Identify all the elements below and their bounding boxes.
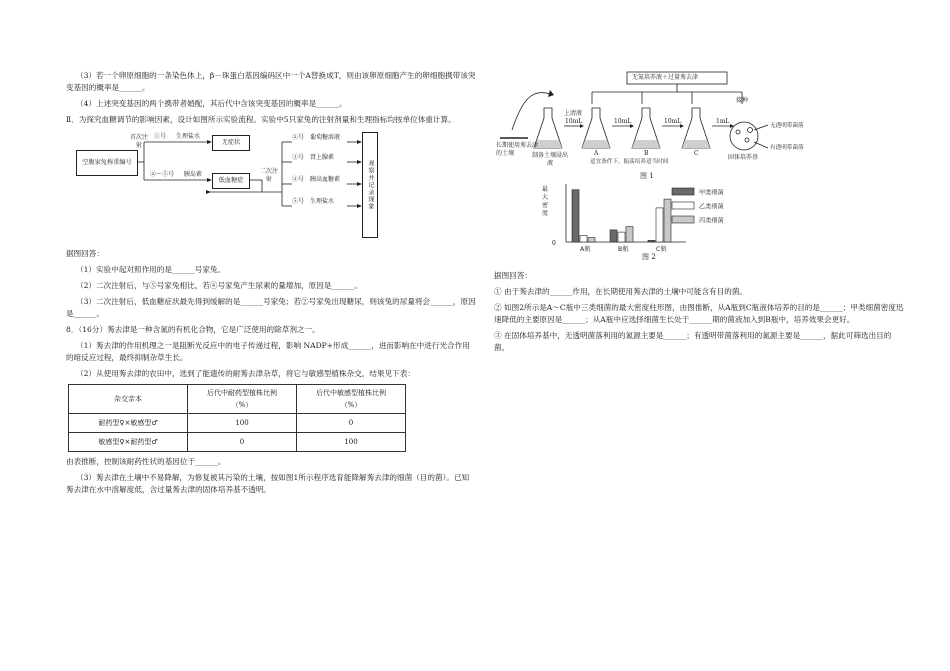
header-unit: （%） <box>231 401 253 409</box>
table-cell: 0 <box>297 414 406 433</box>
adrenaline-label: 肾上腺素 <box>310 154 335 161</box>
table-cell: 100 <box>297 433 406 452</box>
fig1-top-box-label: 无氮培养液＋过量莠去津 <box>632 74 699 81</box>
table-cell: 100 <box>188 414 297 433</box>
bar-3 <box>626 227 633 242</box>
glucose-label: 葡萄糖溶液 <box>310 134 341 141</box>
bar-2 <box>580 235 587 242</box>
fig1-inoculate-label: 接种 <box>736 97 749 104</box>
figure-2-caption: 图 2 <box>642 253 656 261</box>
figure-1-caption: 图 1 <box>640 172 654 180</box>
bar-1 <box>610 230 617 242</box>
fig1-plate-label: 固体培养基 <box>728 154 759 161</box>
saline1-label: 生理盐水 <box>176 133 201 140</box>
no3-label: ③号 <box>292 154 305 161</box>
header-unit: （%） <box>340 401 362 409</box>
no25-label: ②～⑤号 <box>150 171 175 178</box>
right-column <box>494 70 904 358</box>
answer-1: （1）实验中起对照作用的是______号家兔。 <box>76 265 226 274</box>
x-tick-label: B瓶 <box>618 246 629 253</box>
fig1-culture-note: 适宜条件下，振荡培养适当时间 <box>590 159 669 165</box>
question-8-2: （2）从使用莠去津的农田中，选到了能遗传的耐莠去津杂草，将它与敏感型植株杂交，结果见下表： <box>76 369 415 378</box>
fig1-volume-b: 10mL <box>614 118 632 125</box>
table-cell: 耐药型♀×敏感型♂ <box>69 414 188 433</box>
x-tick-label: C瓶 <box>656 246 667 253</box>
saline2-label: 生理盐水 <box>310 198 335 205</box>
bar-1 <box>572 190 579 242</box>
right-answer-1: ① 由于莠去津的______作用，在长期使用莠去津的土壤中可能含有目的菌。 <box>494 287 748 296</box>
bar-chart <box>554 182 754 262</box>
chart-ylabel: 最大密度 <box>542 186 549 217</box>
fig1-volume-c: 10mL <box>664 118 682 125</box>
answer-2: （2）二次注射后，与⑤号家兔相比，若④号家兔产生尿素的量增加，原因是______。 <box>76 281 362 290</box>
question-8-1: （1）莠去津的作用机理之一是阻断光反应中的电子传递过程，影响 NADP+形成______，进而影响在中进行光合作用的暗反应过程，最终抑制杂草生长。 <box>66 341 470 362</box>
figure-2 <box>542 182 754 262</box>
legend-label: 甲类细菌 <box>699 189 724 197</box>
after-table-text: 由表推断，控制该耐药性状的基因位于______。 <box>66 457 226 466</box>
no4-label: ④号 <box>292 176 305 183</box>
figure-1 <box>492 70 822 182</box>
bar-2 <box>618 232 625 242</box>
bar-1 <box>648 240 655 242</box>
insulin-label: 胰岛素 <box>184 171 203 178</box>
table-cell: 0 <box>188 433 297 452</box>
question-8-3: （3）莠去津在土壤中不易降解，为修复被其污染的土壤，按如图1所示程序选育能降解莠去津的细菌（目的菌）。已知莠去津在水中溶解度低，含过量莠去津的固体培养基不透明。 <box>66 473 470 494</box>
bar-3 <box>664 199 671 242</box>
legend-swatch <box>672 188 694 195</box>
answer-intro-right: 据图回答： <box>494 271 532 280</box>
legend-label: 乙类细菌 <box>699 203 724 211</box>
fig1-volume-a: 10mL <box>565 118 583 125</box>
cross-results-table <box>68 384 406 452</box>
fig1-flask-a: A <box>594 150 599 157</box>
table-header-row <box>69 385 406 414</box>
fig1-colony-clear: 无透明带菌落 <box>770 123 804 129</box>
fig1-prep-label: 制备土壤浸出液 <box>532 152 569 167</box>
no5-label: ⑤号 <box>292 198 305 205</box>
table-header-cell: 杂交亲本 <box>69 385 188 414</box>
fig1-colony-halo: 有透明带菌落 <box>770 145 804 151</box>
right-answer-3: ③ 在固体培养基中，无透明菌落利用的氮源主要是______；有透明带菌落利用的氮源主要是______，据此可筛选出目的菌。 <box>494 331 892 352</box>
header-text: 后代中耐药型植株比例 <box>207 389 277 397</box>
low-sugar-box: 低血糖症 <box>212 173 250 189</box>
no2-label: ②号 <box>292 134 305 141</box>
chart-origin: 0 <box>552 240 556 247</box>
second-inject-label: 二次注射 <box>260 168 279 183</box>
fig1-volume-d: 1mL <box>716 118 730 125</box>
header-text: 后代中敏感型植株比例 <box>316 389 386 397</box>
table-row <box>69 433 406 452</box>
answer-intro-left: 据图回答： <box>66 249 104 258</box>
first-inject-label: 首次注射 <box>129 134 148 149</box>
no1-label: ①号 <box>154 133 167 140</box>
table-cell: 敏感型♀×耐药型♂ <box>69 433 188 452</box>
table-header-cell <box>188 385 297 414</box>
question-8-title: 8．（16分）莠去津是一种含氮的有机化合物，它是广泛使用的除草剂之一。 <box>66 325 320 334</box>
question-3: （3）若一个卵原细胞的一条染色体上，β－珠蛋白基因编码区中一个A替换成T，则由该卵原细胞产生的卵细胞携带该突变基因的概率是______。 <box>66 71 476 92</box>
blood-sugar-flow-diagram <box>72 132 372 242</box>
observe-box: 观察并记录现象 <box>362 132 378 238</box>
table-header-cell <box>297 385 406 414</box>
table-row <box>69 414 406 433</box>
fig1-flask-b: B <box>644 150 649 157</box>
fig1-soil-label: 长期使用莠去津的土壤 <box>496 142 539 157</box>
part-2-intro: Ⅱ．为探究血糖调节的影响因素，设计如图所示实验流程。实验中5只家兔的注射剂量和生理指标均按单位体重计算。 <box>66 115 456 124</box>
glucagon-label: 胰高血糖素 <box>310 176 341 183</box>
legend-label: 丙类细菌 <box>699 217 724 225</box>
legend-swatch <box>672 216 694 223</box>
bar-2 <box>656 208 663 242</box>
answer-3: （3）二次注射后，低血糖症状最先得到缓解的是______号家兔；若②号家兔出现糖尿，则该兔的尿量将会______，原因是______。 <box>66 297 476 318</box>
question-4: （4）上述突变基因的两个携带者婚配，其后代中含该突变基因的概率是______。 <box>76 99 347 108</box>
x-tick-label: A瓶 <box>580 246 591 253</box>
bar-3 <box>588 238 595 242</box>
fig1-flask-c: C <box>694 150 699 157</box>
fig1-supernatant-label: 上清液 <box>564 110 583 117</box>
legend-swatch <box>672 202 694 209</box>
no-symptom-box: 无症状 <box>212 135 250 151</box>
right-answer-2: ② 如图2所示是A～C瓶中三类细菌的最大密度柱形图，由图推断，从A瓶到C瓶液体培养的目的是______；甲类细菌密度迅速降低的主要原因是______；从A瓶中应选择细菌生长处于______期的菌液加入到B瓶中，培养效果会更好。 <box>494 303 904 324</box>
left-column <box>66 70 476 500</box>
start-box: 空腹家兔称重编号 <box>76 150 138 176</box>
